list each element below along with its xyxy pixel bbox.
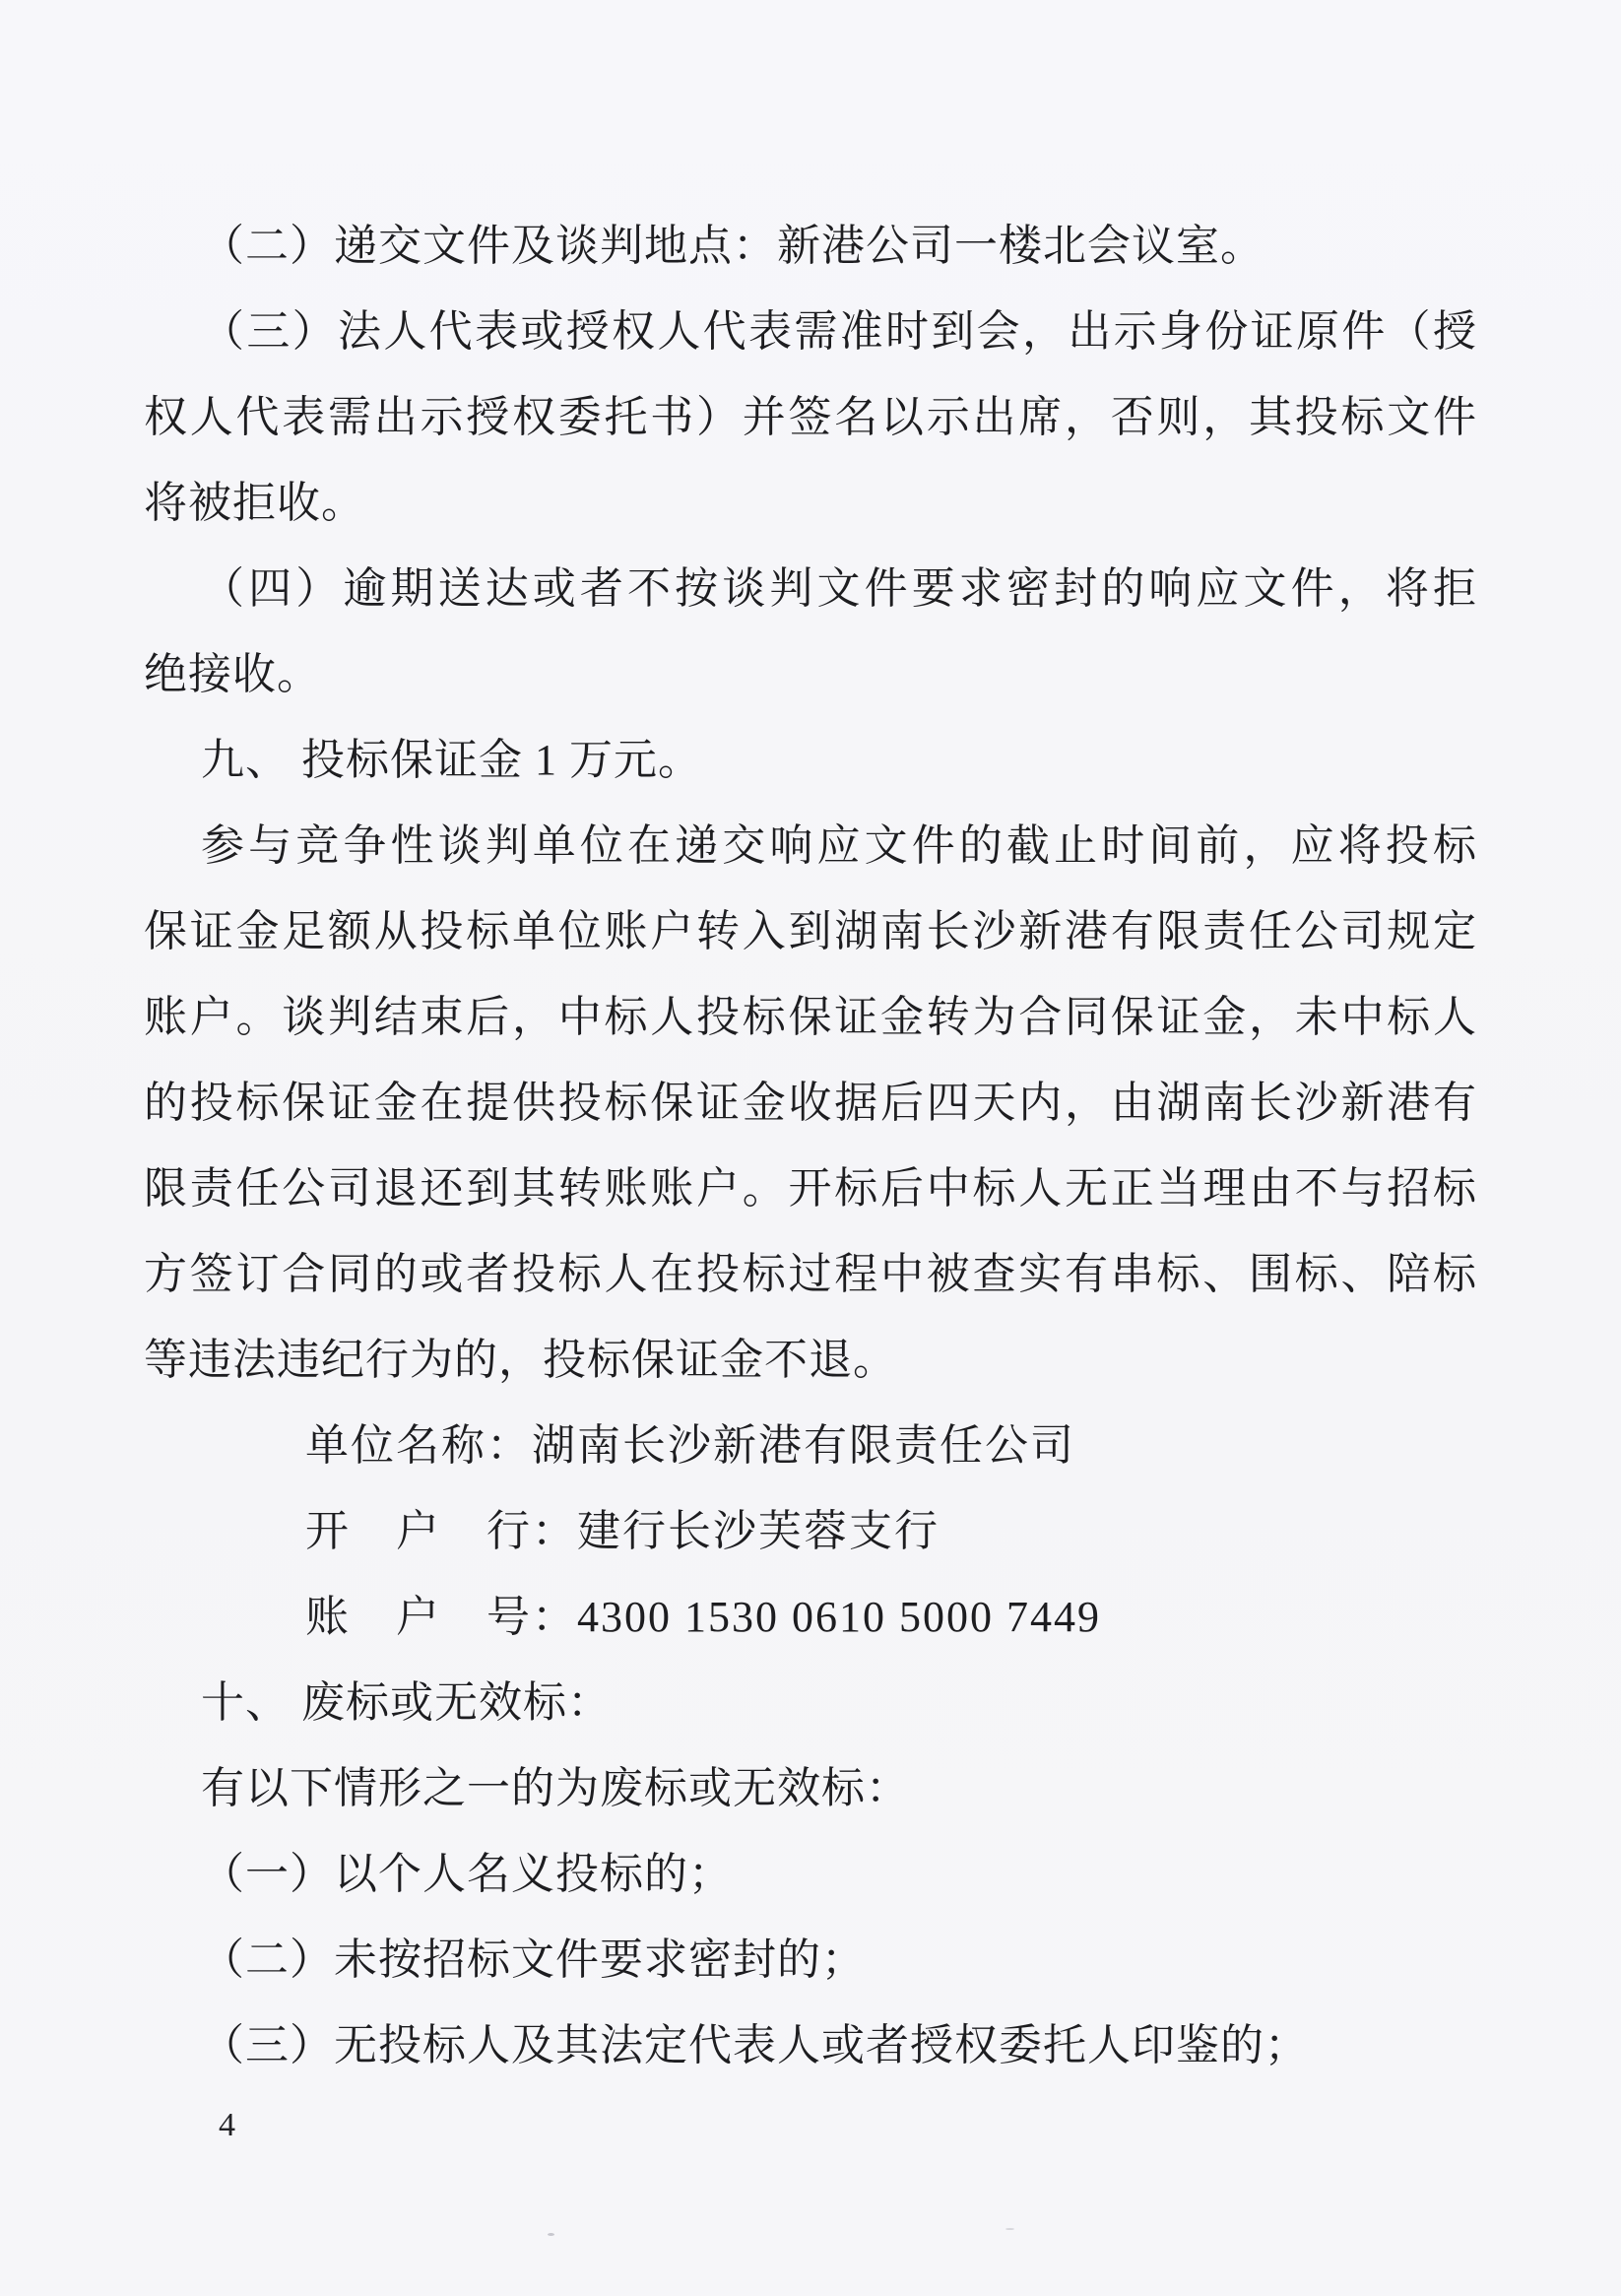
doc-line-deposit-1: 参与竞争性谈判单位在递交响应文件的截止时间前，应将投标 xyxy=(201,821,1477,870)
scan-speck xyxy=(548,2233,554,2236)
doc-line-invalid-bid-2: （二）未按招标文件要求密封的； xyxy=(201,1935,866,1984)
doc-line-invalid-bid-intro: 有以下情形之一的为废标或无效标： xyxy=(201,1764,910,1812)
doc-line-submission-location: （二）递交文件及谈判地点：新港公司一楼北会议室。 xyxy=(201,222,1264,270)
document-body xyxy=(144,203,1477,2088)
doc-line-representative-2: 权人代表需出示授权委托书）并签名以示出席，否则，其投标文件 xyxy=(144,393,1477,441)
doc-line-representative-1: （三）法人代表或授权人代表需准时到会，出示身份证原件（授 xyxy=(201,307,1477,356)
doc-line-deposit-3: 账户。谈判结束后，中标人投标保证金转为合同保证金，未中标人 xyxy=(144,993,1477,1041)
doc-line-deposit-2: 保证金足额从投标单位账户转入到湖南长沙新港有限责任公司规定 xyxy=(144,907,1477,955)
doc-heading-section-ten: 十、 废标或无效标： xyxy=(201,1678,612,1727)
bank-account-number-line: 账 户 号：4300 1530 0610 5000 7449 xyxy=(305,1593,1101,1641)
page-number: 4 xyxy=(219,2107,235,2143)
doc-line-overdue-2: 绝接收。 xyxy=(144,650,321,698)
doc-line-invalid-bid-3: （三）无投标人及其法定代表人或者授权委托人印鉴的； xyxy=(201,2021,1309,2069)
scan-speck xyxy=(1005,2228,1014,2230)
bank-branch-line: 开 户 行：建行长沙芙蓉支行 xyxy=(305,1507,940,1555)
doc-line-deposit-7: 等违法违纪行为的，投标保证金不退。 xyxy=(144,1336,897,1384)
doc-line-deposit-4: 的投标保证金在提供投标保证金收据后四天内，由湖南长沙新港有 xyxy=(144,1079,1477,1127)
bank-account-name-line: 单位名称：湖南长沙新港有限责任公司 xyxy=(305,1421,1075,1470)
doc-line-deposit-5: 限责任公司退还到其转账账户。开标后中标人无正当理由不与招标 xyxy=(144,1164,1477,1213)
doc-line-overdue-1: （四）逾期送达或者不按谈判文件要求密封的响应文件，将拒 xyxy=(201,564,1477,613)
doc-line-deposit-6: 方签订合同的或者投标人在投标过程中被查实有串标、围标、陪标 xyxy=(144,1250,1477,1298)
doc-line-invalid-bid-1: （一）以个人名义投标的； xyxy=(201,1850,733,1898)
doc-heading-section-nine: 九、 投标保证金 1 万元。 xyxy=(201,736,702,784)
doc-line-representative-3: 将被拒收。 xyxy=(144,479,365,527)
